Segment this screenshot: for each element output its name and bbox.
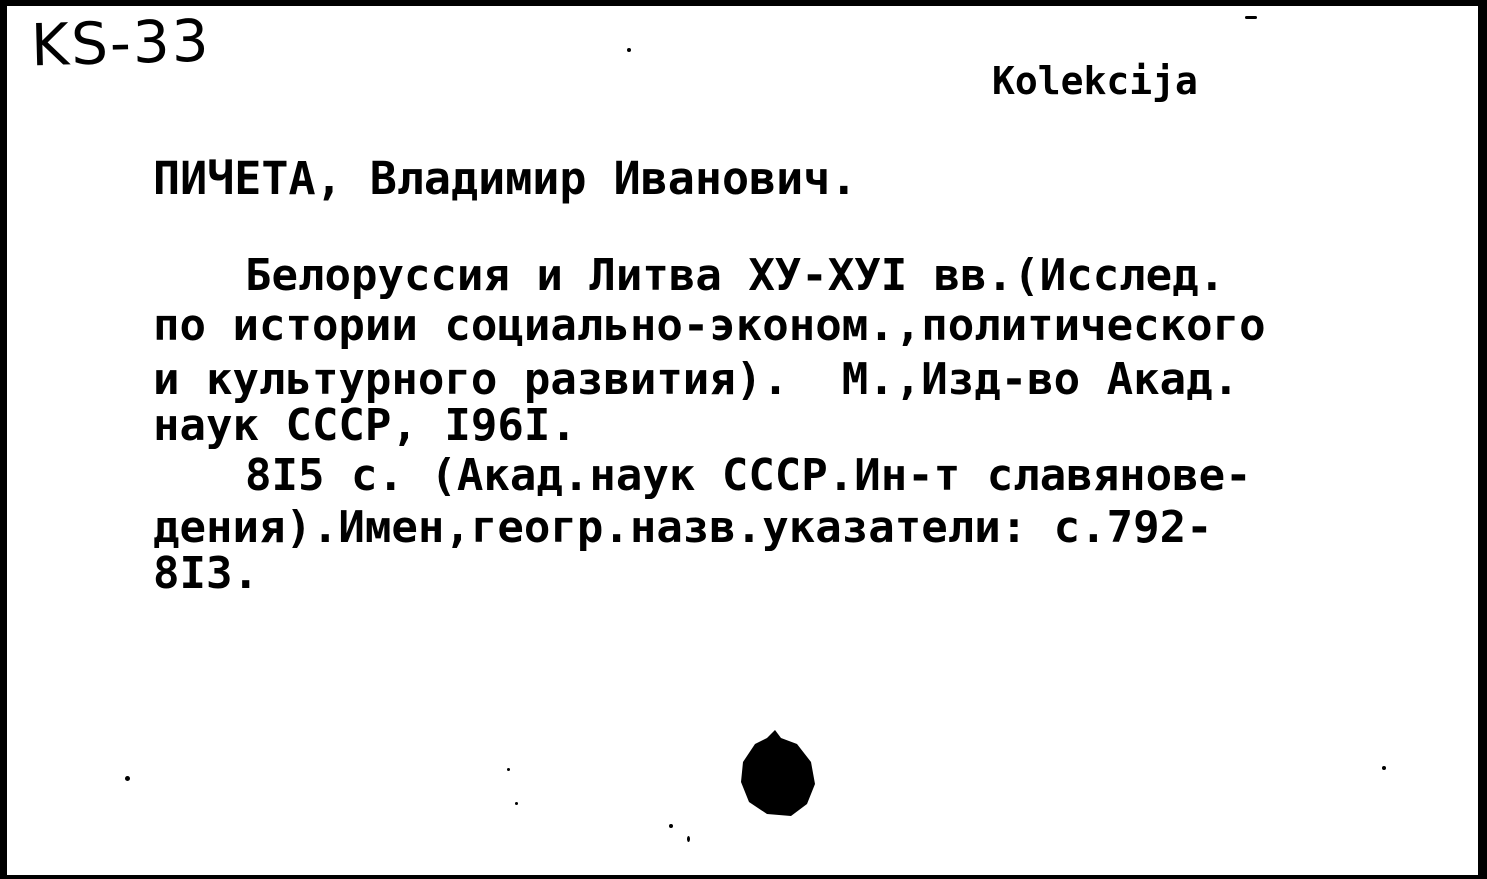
description-line-3: и культурного развития). М.,Изд-во Акад. bbox=[153, 354, 1240, 405]
dust-speck bbox=[669, 824, 673, 828]
description-line-5: 8I5 с. (Акад.наук СССР.Ин-т славянове- bbox=[245, 450, 1252, 501]
dust-speck bbox=[1245, 16, 1257, 19]
collection-label: Kolekcija bbox=[992, 59, 1198, 103]
shelfmark-handwritten: KS-33 bbox=[30, 6, 212, 80]
dust-speck bbox=[627, 48, 631, 52]
punch-hole bbox=[737, 728, 817, 818]
description-line-1: Белоруссия и Литва ХУ-ХУI вв.(Исслед. bbox=[245, 250, 1226, 301]
dust-speck bbox=[515, 802, 518, 805]
dust-speck bbox=[125, 776, 130, 781]
description-line-2: по истории социально-эконом.,политического bbox=[153, 300, 1266, 351]
description-line-6: дения).Имен,геогр.назв.указатели: с.792- bbox=[153, 502, 1213, 553]
author-heading: ПИЧЕТА, Владимир Иванович. bbox=[153, 152, 858, 205]
dust-speck bbox=[687, 836, 690, 842]
dust-speck bbox=[1382, 766, 1386, 770]
description-line-4: наук СССР, I96I. bbox=[153, 400, 577, 451]
dust-speck bbox=[507, 768, 510, 771]
description-line-7: 8I3. bbox=[153, 548, 259, 599]
